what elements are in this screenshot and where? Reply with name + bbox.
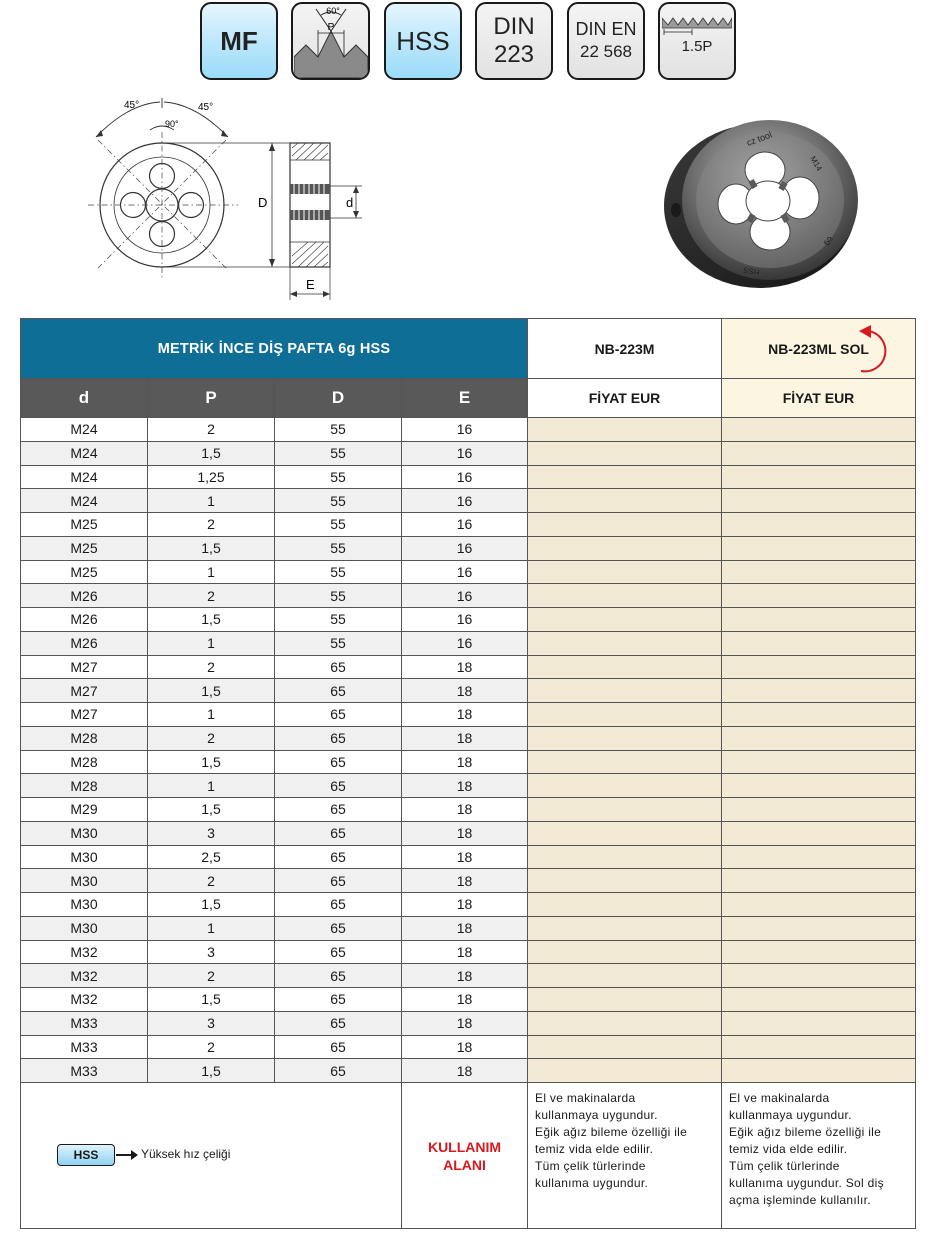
cell-D: 55 xyxy=(275,536,402,560)
cell-d: M32 xyxy=(21,988,148,1012)
cell-d: M24 xyxy=(21,418,148,442)
cell-E: 18 xyxy=(402,798,528,822)
cell-d: M27 xyxy=(21,703,148,727)
cell-d: M32 xyxy=(21,940,148,964)
note1-line: kullanmaya uygundur. xyxy=(535,1108,658,1122)
cell-d: M25 xyxy=(21,560,148,584)
cell-P: 1,5 xyxy=(148,679,275,703)
cell-P: 3 xyxy=(148,821,275,845)
price-cell-left-hand[interactable] xyxy=(722,584,916,608)
din-en-number: 22 568 xyxy=(580,42,632,61)
cell-P: 2 xyxy=(148,1035,275,1059)
cell-D: 65 xyxy=(275,893,402,917)
cell-E: 16 xyxy=(402,584,528,608)
cell-d: M30 xyxy=(21,916,148,940)
price-cell-left-hand[interactable] xyxy=(722,465,916,489)
thread-angle-label: 60° xyxy=(325,5,340,16)
price-cell-right-hand[interactable] xyxy=(528,750,722,774)
cell-E: 18 xyxy=(402,869,528,893)
cell-E: 16 xyxy=(402,631,528,655)
table-row xyxy=(21,536,916,560)
cell-E: 16 xyxy=(402,608,528,632)
legend-cell xyxy=(21,1083,402,1229)
note1-line: temiz vida elde edilir. xyxy=(535,1142,654,1156)
price-cell-left-hand[interactable] xyxy=(722,821,916,845)
table-row xyxy=(21,631,916,655)
pitch-badge xyxy=(658,2,736,80)
cell-D: 65 xyxy=(275,821,402,845)
cell-d: M30 xyxy=(21,845,148,869)
price-cell-right-hand[interactable] xyxy=(528,655,722,679)
price-cell-left-hand[interactable] xyxy=(722,893,916,917)
cell-D: 65 xyxy=(275,964,402,988)
usage-area-label xyxy=(402,1083,528,1229)
note2-line: Eğik ağız bileme özelliği ile xyxy=(729,1125,882,1139)
cell-E: 16 xyxy=(402,560,528,584)
legend-arrow-icon xyxy=(116,1154,132,1156)
price-cell-right-hand[interactable] xyxy=(528,845,722,869)
cell-P: 1 xyxy=(148,774,275,798)
price-cell-left-hand[interactable] xyxy=(722,964,916,988)
price-cell-right-hand[interactable] xyxy=(528,631,722,655)
price-cell-left-hand[interactable] xyxy=(722,1059,916,1083)
price-cell-right-hand[interactable] xyxy=(528,893,722,917)
cell-P: 1 xyxy=(148,703,275,727)
price-header-1: FİYAT EUR xyxy=(528,379,722,418)
table-row xyxy=(21,513,916,537)
angle-right-label: 45° xyxy=(198,102,214,113)
cell-d: M29 xyxy=(21,798,148,822)
dimension-D-label: D xyxy=(258,195,268,210)
cell-E: 16 xyxy=(402,513,528,537)
price-cell-left-hand[interactable] xyxy=(722,679,916,703)
cell-E: 18 xyxy=(402,916,528,940)
cell-P: 1,5 xyxy=(148,1059,275,1083)
cell-d: M30 xyxy=(21,821,148,845)
price-cell-right-hand[interactable] xyxy=(528,964,722,988)
price-cell-left-hand[interactable] xyxy=(722,418,916,442)
cell-P: 3 xyxy=(148,1011,275,1035)
price-cell-left-hand[interactable] xyxy=(722,489,916,513)
cell-D: 65 xyxy=(275,1059,402,1083)
table-row xyxy=(21,1059,916,1083)
price-cell-left-hand[interactable] xyxy=(722,1035,916,1059)
note1-line: El ve makinalarda xyxy=(535,1091,636,1105)
cell-E: 18 xyxy=(402,1011,528,1035)
thread-profile-badge xyxy=(291,2,370,80)
price-cell-right-hand[interactable] xyxy=(528,584,722,608)
cell-P: 1,5 xyxy=(148,441,275,465)
note2-line: kullanıma uygundur. Sol diş xyxy=(729,1176,884,1190)
price-cell-left-hand[interactable] xyxy=(722,560,916,584)
cell-E: 18 xyxy=(402,679,528,703)
price-table xyxy=(20,318,916,1229)
left-hand-rotation-arrow-icon xyxy=(855,323,899,375)
price-cell-left-hand[interactable] xyxy=(722,774,916,798)
price-cell-right-hand[interactable] xyxy=(528,774,722,798)
cell-d: M33 xyxy=(21,1035,148,1059)
table-row xyxy=(21,608,916,632)
price-cell-left-hand[interactable] xyxy=(722,703,916,727)
cell-d: M25 xyxy=(21,513,148,537)
table-row xyxy=(21,418,916,442)
cell-P: 1,5 xyxy=(148,988,275,1012)
price-cell-right-hand[interactable] xyxy=(528,560,722,584)
price-cell-left-hand[interactable] xyxy=(722,750,916,774)
price-header-2: FİYAT EUR xyxy=(722,379,916,418)
din-number: 223 xyxy=(493,41,535,68)
price-cell-left-hand[interactable] xyxy=(722,631,916,655)
din-en-badge xyxy=(567,2,645,80)
cell-P: 1 xyxy=(148,560,275,584)
table-row xyxy=(21,893,916,917)
cell-E: 18 xyxy=(402,964,528,988)
table-title: METRİK İNCE DİŞ PAFTA 6g HSS xyxy=(21,319,528,379)
cell-E: 16 xyxy=(402,465,528,489)
product-code-left-hand-label: NB-223ML SOL xyxy=(768,340,869,357)
cell-P: 1,5 xyxy=(148,750,275,774)
table-row xyxy=(21,798,916,822)
cell-P: 3 xyxy=(148,940,275,964)
table-body xyxy=(21,418,916,1083)
cell-E: 18 xyxy=(402,988,528,1012)
cell-D: 65 xyxy=(275,750,402,774)
note2-line: kullanmaya uygundur. xyxy=(729,1108,852,1122)
cell-E: 16 xyxy=(402,418,528,442)
price-cell-left-hand[interactable] xyxy=(722,940,916,964)
table-row xyxy=(21,584,916,608)
cell-D: 65 xyxy=(275,774,402,798)
note1-line: kullanıma uygundur. xyxy=(535,1176,649,1190)
din-en-label: DIN EN xyxy=(575,19,637,39)
cell-E: 18 xyxy=(402,821,528,845)
note2-line: temiz vida elde edilir. xyxy=(729,1142,848,1156)
cell-P: 1 xyxy=(148,916,275,940)
angle-top-label: 90° xyxy=(165,119,179,129)
dimension-E-label: E xyxy=(306,277,315,292)
cell-P: 1,5 xyxy=(148,536,275,560)
price-cell-left-hand[interactable] xyxy=(722,988,916,1012)
table-row xyxy=(21,750,916,774)
price-cell-left-hand[interactable] xyxy=(722,513,916,537)
price-cell-left-hand[interactable] xyxy=(722,916,916,940)
cell-D: 65 xyxy=(275,798,402,822)
mf-badge xyxy=(200,2,278,80)
cell-d: M25 xyxy=(21,536,148,560)
price-cell-right-hand[interactable] xyxy=(528,608,722,632)
photo-material-mark: HSS xyxy=(742,265,761,277)
cell-D: 55 xyxy=(275,560,402,584)
cell-P: 2 xyxy=(148,513,275,537)
cell-D: 65 xyxy=(275,1011,402,1035)
note1-line: Eğik ağız bileme özelliği ile xyxy=(535,1125,688,1139)
usage-note-right-hand xyxy=(528,1083,722,1229)
thread-profile-icon xyxy=(294,5,368,78)
cell-d: M24 xyxy=(21,465,148,489)
price-cell-left-hand[interactable] xyxy=(722,655,916,679)
cell-d: M26 xyxy=(21,631,148,655)
thread-teeth-icon xyxy=(662,14,732,36)
cell-d: M32 xyxy=(21,964,148,988)
cell-E: 18 xyxy=(402,726,528,750)
column-header-D: D xyxy=(275,379,402,418)
cell-D: 65 xyxy=(275,988,402,1012)
cell-D: 55 xyxy=(275,441,402,465)
mf-label: MF xyxy=(220,25,258,56)
cell-P: 1,5 xyxy=(148,893,275,917)
usage-label-line1: KULLANIM xyxy=(427,1138,502,1155)
table-row xyxy=(21,441,916,465)
cell-P: 1,25 xyxy=(148,465,275,489)
photo-grade-mark: 6g xyxy=(823,235,835,247)
photo-size-mark: M14 xyxy=(808,154,824,173)
note2-line: açma işleminde kullanılır. xyxy=(729,1193,871,1207)
cell-d: M30 xyxy=(21,869,148,893)
thread-pitch-label: P xyxy=(327,21,334,33)
cell-D: 65 xyxy=(275,1035,402,1059)
table-row xyxy=(21,655,916,679)
cell-E: 16 xyxy=(402,489,528,513)
cell-d: M30 xyxy=(21,893,148,917)
price-cell-right-hand[interactable] xyxy=(528,726,722,750)
price-cell-left-hand[interactable] xyxy=(722,608,916,632)
usage-label-line2: ALANI xyxy=(443,1156,486,1173)
cell-d: M24 xyxy=(21,441,148,465)
table-row xyxy=(21,679,916,703)
cell-D: 65 xyxy=(275,916,402,940)
price-cell-right-hand[interactable] xyxy=(528,821,722,845)
cell-D: 65 xyxy=(275,703,402,727)
cell-D: 65 xyxy=(275,940,402,964)
cell-P: 2 xyxy=(148,869,275,893)
price-cell-left-hand[interactable] xyxy=(722,798,916,822)
cell-D: 55 xyxy=(275,513,402,537)
note1-line: Tüm çelik türlerinde xyxy=(535,1159,646,1173)
din-badge xyxy=(475,2,553,80)
dimension-d-label: d xyxy=(346,195,354,210)
column-header-E: E xyxy=(402,379,528,418)
cell-E: 16 xyxy=(402,536,528,560)
price-cell-left-hand[interactable] xyxy=(722,1011,916,1035)
cell-P: 1 xyxy=(148,631,275,655)
cell-d: M28 xyxy=(21,750,148,774)
cell-D: 55 xyxy=(275,465,402,489)
cell-E: 18 xyxy=(402,655,528,679)
cell-D: 55 xyxy=(275,489,402,513)
cell-D: 55 xyxy=(275,584,402,608)
note2-line: Tüm çelik türlerinde xyxy=(729,1159,840,1173)
cell-E: 18 xyxy=(402,893,528,917)
price-cell-left-hand[interactable] xyxy=(722,845,916,869)
cell-E: 18 xyxy=(402,703,528,727)
price-cell-right-hand[interactable] xyxy=(528,703,722,727)
table-row xyxy=(21,916,916,940)
cell-E: 16 xyxy=(402,441,528,465)
cell-E: 18 xyxy=(402,774,528,798)
table-row xyxy=(21,774,916,798)
table-row xyxy=(21,1035,916,1059)
die-technical-drawing xyxy=(80,92,380,304)
cell-D: 65 xyxy=(275,655,402,679)
price-cell-left-hand[interactable] xyxy=(722,536,916,560)
photo-brand-mark: cz tool xyxy=(745,129,774,148)
column-header-d: d xyxy=(21,379,148,418)
die-product-photo xyxy=(660,110,870,290)
pitch-label: 1.5P xyxy=(681,38,713,55)
hss-label: HSS xyxy=(396,25,450,56)
cell-E: 18 xyxy=(402,750,528,774)
price-cell-left-hand[interactable] xyxy=(722,869,916,893)
table-row xyxy=(21,869,916,893)
hss-legend-chip: HSS xyxy=(57,1144,115,1166)
cell-P: 2 xyxy=(148,964,275,988)
cell-P: 2 xyxy=(148,584,275,608)
cell-D: 65 xyxy=(275,869,402,893)
price-cell-left-hand[interactable] xyxy=(722,726,916,750)
price-cell-right-hand[interactable] xyxy=(528,1035,722,1059)
price-cell-right-hand[interactable] xyxy=(528,940,722,964)
cell-d: M26 xyxy=(21,584,148,608)
table-row xyxy=(21,845,916,869)
cell-D: 55 xyxy=(275,418,402,442)
cell-P: 1,5 xyxy=(148,608,275,632)
cell-E: 18 xyxy=(402,1059,528,1083)
cell-d: M33 xyxy=(21,1011,148,1035)
cell-d: M27 xyxy=(21,655,148,679)
table-row xyxy=(21,489,916,513)
price-cell-right-hand[interactable] xyxy=(528,798,722,822)
angle-left-label: 45° xyxy=(124,100,140,111)
cell-d: M24 xyxy=(21,489,148,513)
cell-d: M27 xyxy=(21,679,148,703)
cell-E: 18 xyxy=(402,940,528,964)
price-cell-right-hand[interactable] xyxy=(528,513,722,537)
price-cell-right-hand[interactable] xyxy=(528,418,722,442)
price-cell-right-hand[interactable] xyxy=(528,988,722,1012)
table-row xyxy=(21,703,916,727)
cell-D: 65 xyxy=(275,679,402,703)
price-cell-right-hand[interactable] xyxy=(528,679,722,703)
table-row xyxy=(21,964,916,988)
table-row xyxy=(21,1011,916,1035)
usage-note-left-hand xyxy=(722,1083,916,1229)
cell-D: 65 xyxy=(275,726,402,750)
cell-D: 65 xyxy=(275,845,402,869)
cell-d: M33 xyxy=(21,1059,148,1083)
cell-P: 2 xyxy=(148,726,275,750)
cell-d: M26 xyxy=(21,608,148,632)
cell-P: 2 xyxy=(148,655,275,679)
cell-P: 2,5 xyxy=(148,845,275,869)
price-cell-right-hand[interactable] xyxy=(528,869,722,893)
price-cell-right-hand[interactable] xyxy=(528,441,722,465)
cell-P: 2 xyxy=(148,418,275,442)
price-cell-left-hand[interactable] xyxy=(722,441,916,465)
cell-E: 18 xyxy=(402,1035,528,1059)
hss-badge xyxy=(384,2,462,80)
table-row xyxy=(21,560,916,584)
table-row xyxy=(21,726,916,750)
column-header-P: P xyxy=(148,379,275,418)
price-cell-right-hand[interactable] xyxy=(528,536,722,560)
price-cell-right-hand[interactable] xyxy=(528,489,722,513)
product-code-left-hand xyxy=(722,319,916,379)
table-row xyxy=(21,940,916,964)
hss-legend-text: Yüksek hız çeliği xyxy=(141,1147,231,1161)
cell-d: M28 xyxy=(21,726,148,750)
table-row xyxy=(21,465,916,489)
table-row xyxy=(21,821,916,845)
cell-d: M28 xyxy=(21,774,148,798)
din-label: DIN xyxy=(493,13,535,40)
table-row xyxy=(21,988,916,1012)
price-cell-right-hand[interactable] xyxy=(528,916,722,940)
product-code-right-hand: NB-223M xyxy=(528,319,722,379)
price-cell-right-hand[interactable] xyxy=(528,465,722,489)
price-cell-right-hand[interactable] xyxy=(528,1011,722,1035)
cell-D: 55 xyxy=(275,608,402,632)
price-cell-right-hand[interactable] xyxy=(528,1059,722,1083)
note2-line: El ve makinalarda xyxy=(729,1091,830,1105)
cell-E: 18 xyxy=(402,845,528,869)
cell-P: 1 xyxy=(148,489,275,513)
cell-D: 55 xyxy=(275,631,402,655)
cell-P: 1,5 xyxy=(148,798,275,822)
